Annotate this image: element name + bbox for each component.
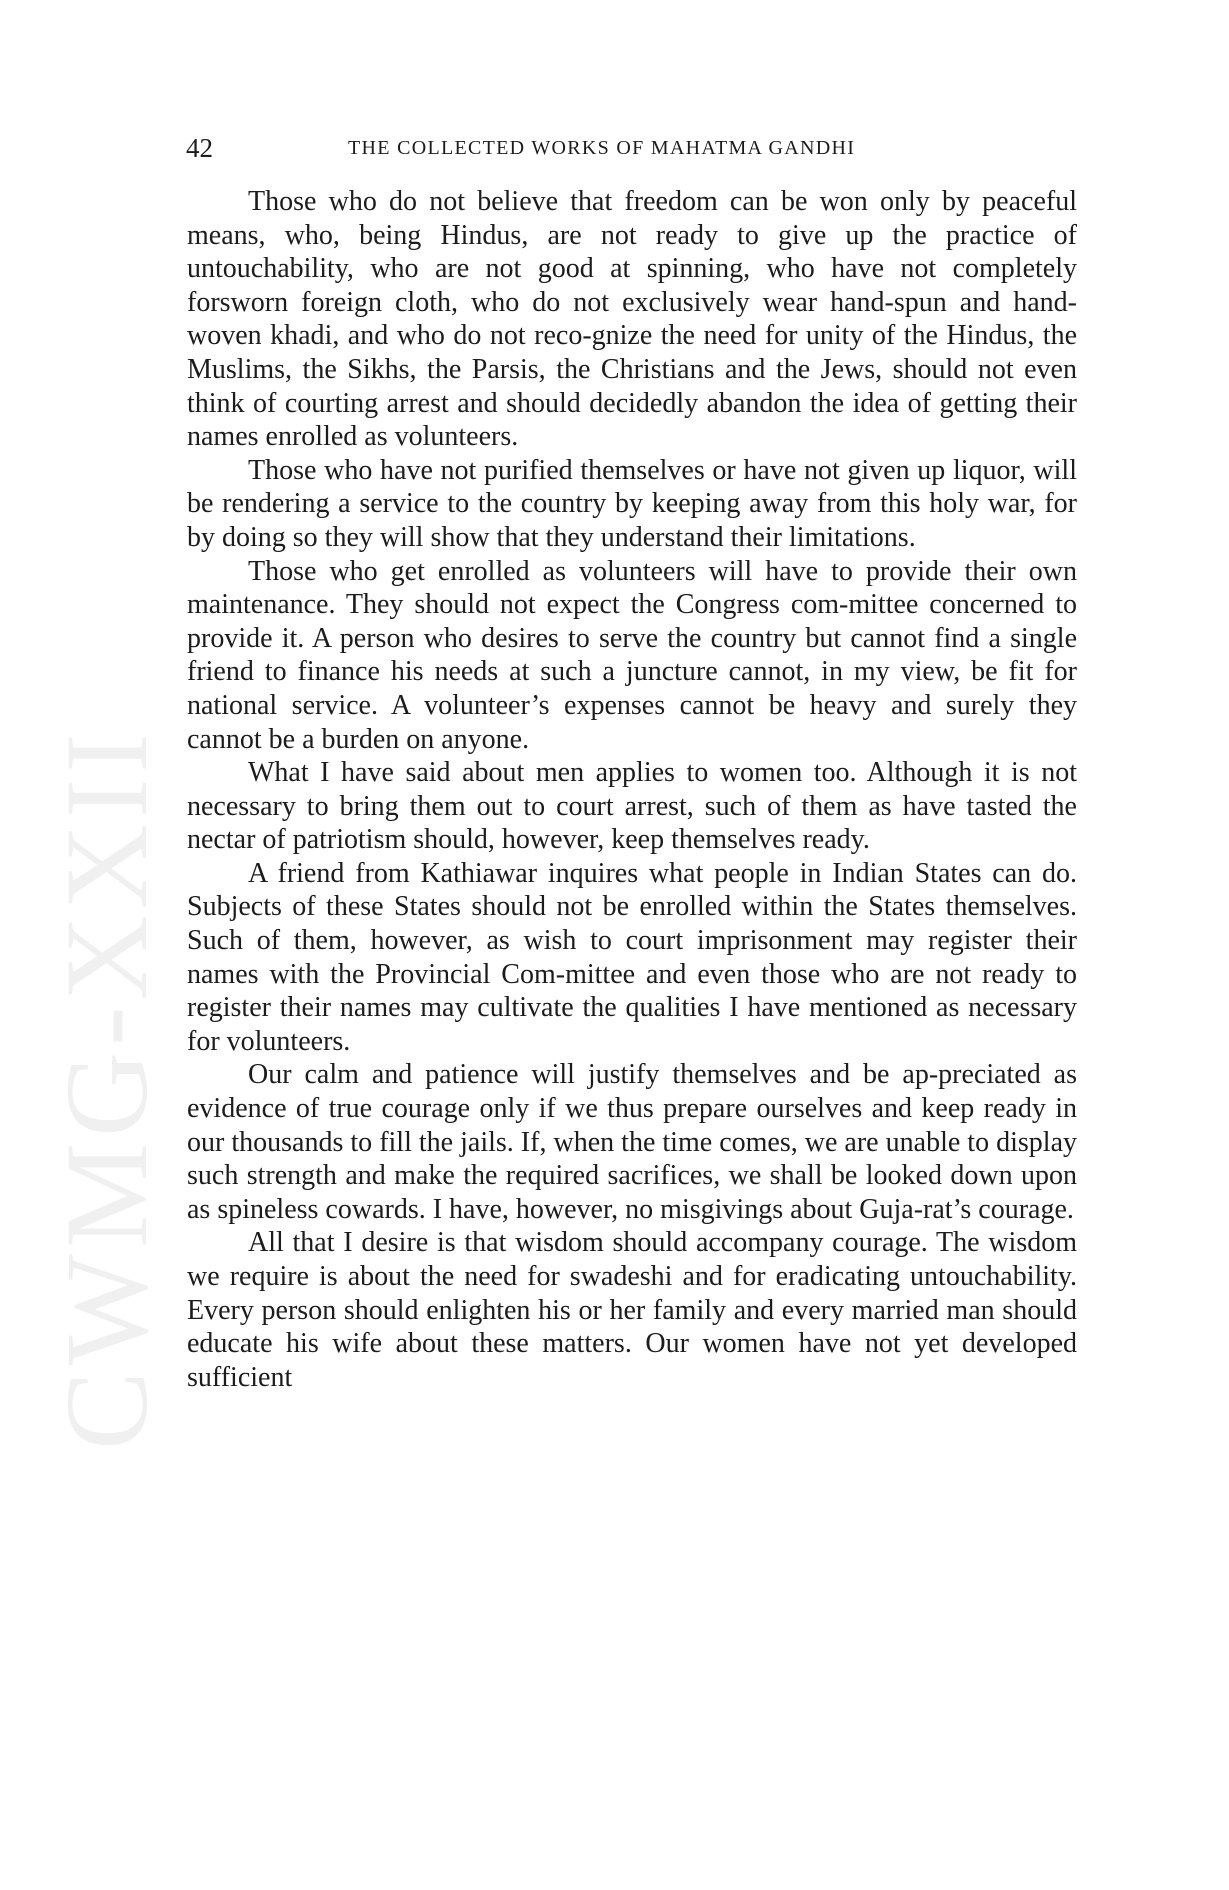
page-number: 42	[186, 133, 213, 163]
paragraph: What I have said about men applies to women too. Although it is not necessary to bring them out to court arrest, such of them as have tasted the nectar of patriotism should, however, keep themselves ready.	[187, 757, 1077, 856]
paragraph: Those who get enrolled as volunteers will have to provide their own maintenance. They should not expect the Congress com-mittee concerned to provide it. A person who desires to serve the country but cannot find a single friend to finance his needs at such a juncture cannot, in my view, be fit for national service. A volunteer’s expenses cannot be heavy and surely they cannot be a burden on anyone.	[187, 555, 1077, 755]
paragraph: All that I desire is that wisdom should accompany courage. The wisdom we require is about the need for swadeshi and for eradicating untouchability. Every person should enlighten his or her family and every married man should educate his wife about these matters. Our women have not yet developed sufficient	[187, 1227, 1077, 1393]
paragraph: Our calm and patience will justify themselves and be ap-preciated as evidence of true courage only if we thus prepare ourselves and keep ready in our thousands to fill the jails. If, when the time comes, we are unable to display such strength and make the required sacrifices, we shall be looked down upon as spineless cowards. I have, however, no misgivings about Guja-rat’s courage.	[187, 1059, 1077, 1225]
paragraph: A friend from Kathiawar inquires what people in Indian States can do. Subjects of these States should not be enrolled within the States themselves. Such of them, however, as wish to court imprisonment may register their names with the Provincial Com-mittee and even those who are not ready to register their names may cultivate the qualities I have mentioned as necessary for volunteers.	[187, 857, 1077, 1057]
watermark-text: CWMG-XXII	[41, 727, 172, 1450]
paragraph: Those who do not believe that freedom can be won only by peaceful means, who, being Hindus, are not ready to give up the practice of untouchability, who are not good at spinning, who have not completely forsworn foreign cloth, who do not exclusively wear hand-spun and hand-woven khadi, and who do not reco-gnize the need for unity of the Hindus, the Muslims, the Sikhs, the Parsis, the Christians and the Jews, should not even think of courting arrest and should decidedly abandon the idea of getting their names enrolled as volunteers.	[187, 186, 1077, 453]
page-header	[186, 128, 1076, 168]
running-title: THE COLLECTED WORKS OF MAHATMA GANDHI	[348, 137, 856, 159]
body-text	[187, 185, 1077, 1394]
paragraph: Those who have not purified themselves or have not given up liquor, will be rendering a service to the country by keeping away from this holy war, for by doing so they will show that they understand their limitations.	[187, 454, 1077, 553]
